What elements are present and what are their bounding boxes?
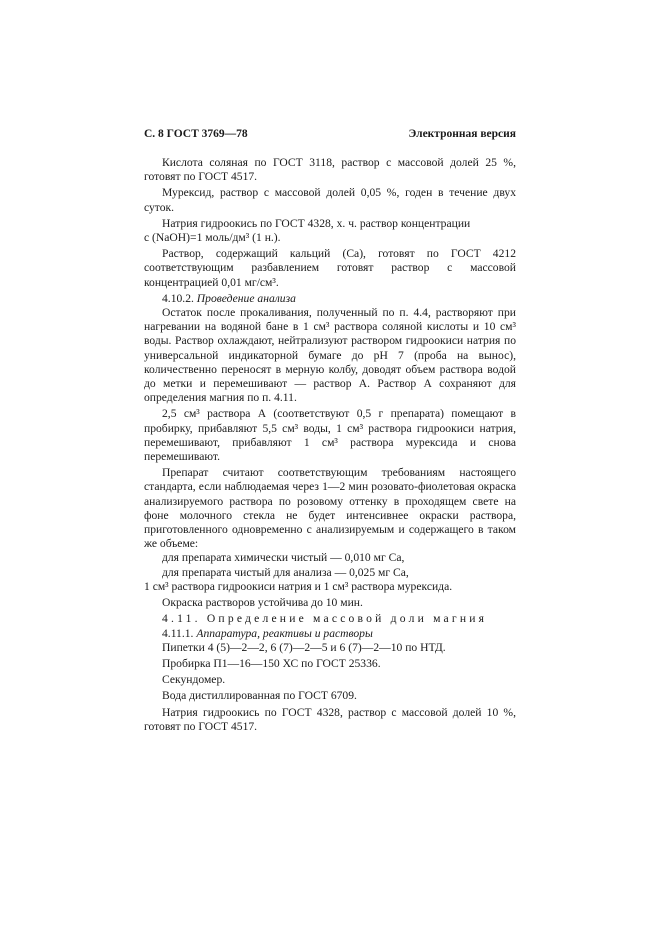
paragraph-stopwatch: Секундомер. <box>162 673 226 687</box>
section-4-10-2-number: 4.10.2. <box>162 291 194 305</box>
list-item-analytical-grade: для препарата чистый для анализа — 0,025 мг Са, <box>162 565 409 579</box>
section-4-11-1-number: 4.11.1. <box>162 626 194 640</box>
paragraph-test-tube: Пробирка П1—16—150 ХС по ГОСТ 25336. <box>162 656 381 670</box>
header-electronic-version: Электронная версия <box>408 128 516 140</box>
section-4-10-2-title: Проведение анализа <box>196 291 296 305</box>
section-4-11-heading <box>144 612 516 626</box>
paragraph-calcium-solution: Раствор, содержащий кальций (Са), готовят по ГОСТ 4212 соответствующим разбавлением готовят раствор с массовой концентрацией 0,01 мг/см³. <box>144 247 516 289</box>
paragraph-murexide: Мурексид, раствор с массовой долей 0,05 %, годен в течение двух суток. <box>144 186 516 214</box>
section-4-11-title: 4.11. Определение массовой доли магния <box>162 612 488 626</box>
section-4-11-1-title: Аппаратура, реактивы и растворы <box>196 626 373 640</box>
paragraph-sodium-hydroxide: Натрия гидроокись по ГОСТ 4328, х. ч. раствор концентрации <box>162 216 471 230</box>
paragraph-residue-dissolution: Остаток после прокаливания, полученный по п. 4.4, растворяют при нагревании на водяной бане в 1 см³ раствора соляной кислоты и 10 см³ воды. Раствор охлаждают, нейтрализуют раствором гидроокиси натрия по универсальной индикаторной бумаге до pH 7 (проба на вынос), количественно переносят в мерную колбу, доводят объем раствора водой до метки и перемешивают — раствор А. Раствор А сохраняют для определения магния по п. 4.11. <box>144 306 516 405</box>
paragraph-hydrochloric-acid: Кислота соляная по ГОСТ 3118, раствор с массовой долей 25 %, готовят по ГОСТ 4517. <box>144 156 516 184</box>
paragraph-sodium-hydroxide-10: Натрия гидроокись по ГОСТ 4328, раствор с массовой долей 10 %, готовят по ГОСТ 4517. <box>144 705 516 733</box>
header-standard-ref: С. 8 ГОСТ 3769—78 <box>144 128 248 140</box>
paragraph-pipettes: Пипетки 4 (5)—2—2, 6 (7)—2—5 и 6 (7)—2—10 по НТД. <box>162 640 446 654</box>
section-4-11-1-heading <box>144 627 516 641</box>
paragraph-test-procedure: 2,5 см³ раствора А (соответствуют 0,5 г препарата) помещают в пробирку, прибавляют 5,5 см³ воды, 1 см³ раствора гидроокиси натрия, перемешивают, прибавляют 1 см³ раствора мурексида и снова перемешивают. <box>144 407 516 464</box>
paragraph-distilled-water: Вода дистиллированная по ГОСТ 6709. <box>162 689 357 703</box>
paragraph-reagent-volumes: 1 см³ раствора гидроокиси натрия и 1 см³ раствора мурексида. <box>144 579 453 593</box>
document-body <box>144 156 516 734</box>
paragraph-acceptance-criteria: Препарат считают соответствующим требованиям настоящего стандарта, если наблюдаемая через 1—2 мин розовато-фиолетовая окраска анализируемого раствора по розовому оттенку в проходящем свете на фоне молочного стекла не будет интенсивнее окраски раствора, приготовленного одновременно с анализируемым и содержащего в таком же объеме: <box>144 466 516 551</box>
list-item-chemically-pure: для препарата химически чистый — 0,010 мг Са, <box>162 551 405 565</box>
paragraph-naoh-concentration: c (NaOH)=1 моль/дм³ (1 н.). <box>144 231 281 245</box>
paragraph-color-stability: Окраска растворов устойчива до 10 мин. <box>162 596 363 610</box>
section-4-10-2-heading <box>144 292 516 306</box>
page-header <box>144 126 516 142</box>
